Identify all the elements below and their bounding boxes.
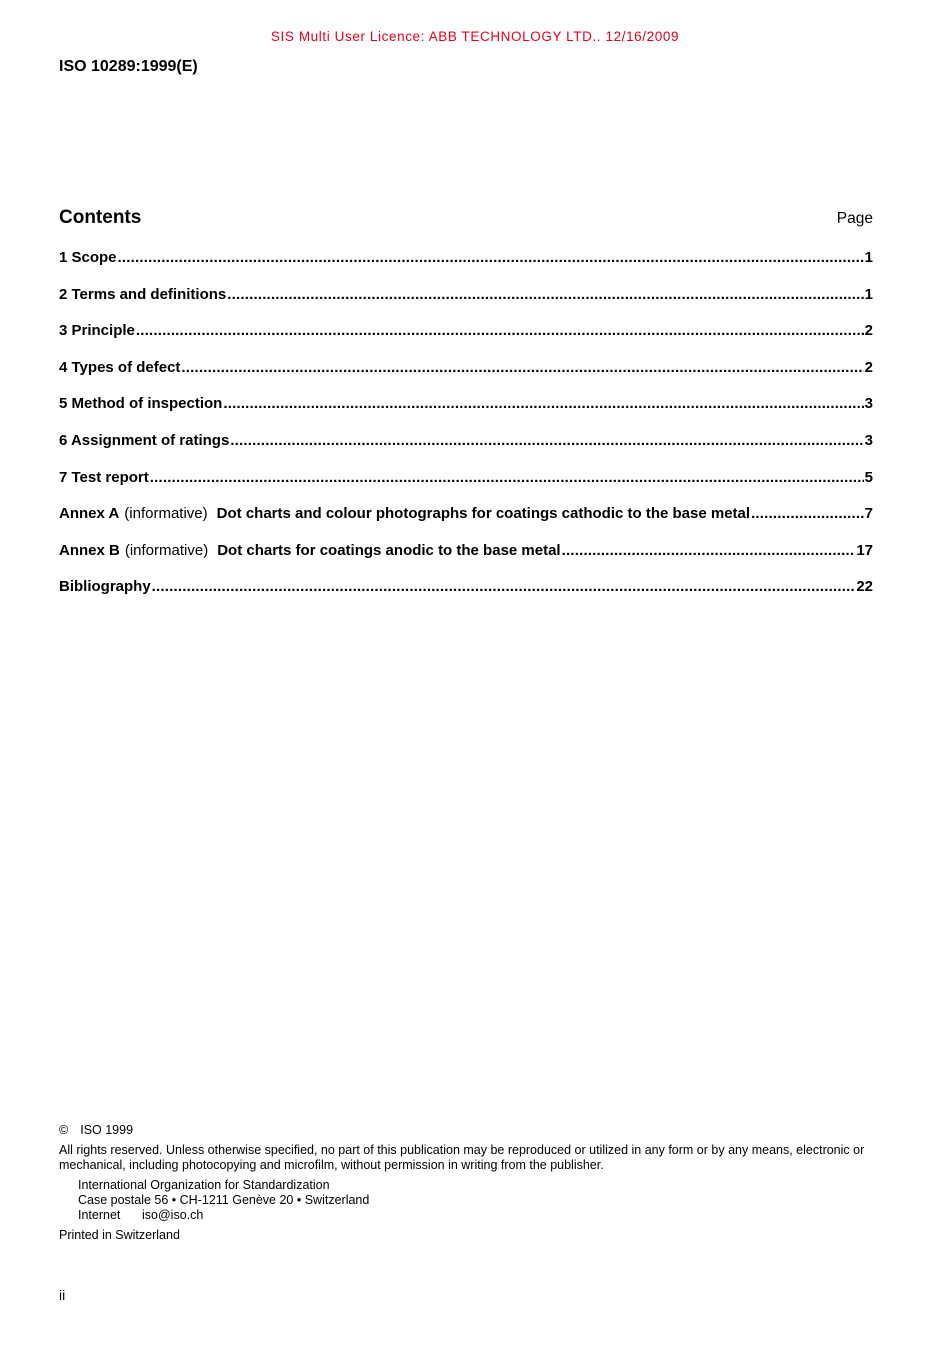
toc-entry-principle[interactable]	[59, 322, 873, 359]
copyright-block	[59, 1123, 875, 1243]
org-name: International Organization for Standardization	[78, 1178, 330, 1192]
document-id: ISO 10289:1999(E)	[59, 58, 198, 75]
dot-leader	[152, 578, 856, 595]
toc-entry-annex-b[interactable]	[59, 542, 873, 579]
internet-email[interactable]: iso@iso.ch	[142, 1208, 204, 1222]
informative-tag: (informative)	[124, 541, 209, 559]
toc-entry-label: 6 Assignment of ratings	[59, 431, 230, 449]
dot-leader	[562, 542, 856, 559]
toc-entry-page: 5	[864, 468, 873, 486]
toc-entry-page: 7	[864, 505, 873, 523]
toc-entry-bibliography[interactable]	[59, 578, 873, 615]
dot-leader	[223, 395, 863, 412]
toc-entry-label: Annex B	[59, 541, 120, 559]
dot-leader	[118, 249, 864, 266]
toc-entry-page: 1	[864, 249, 873, 266]
dot-leader	[751, 505, 864, 522]
toc-entry-page: 2	[864, 358, 873, 376]
copyright-notice: ISO 1999	[80, 1123, 134, 1137]
rights-text: All rights reserved. Unless otherwise specified, no part of this publication may be reproduced or utilized in any form or by any means, electronic or mechanical, including photocopying and microfilm, without permission in writing from the publisher.	[59, 1143, 865, 1172]
toc-entry-page: 3	[864, 431, 873, 449]
internet-line	[78, 1208, 875, 1223]
toc-entry-label: Annex A	[59, 505, 120, 523]
toc-entry-test-report[interactable]	[59, 469, 873, 506]
toc-entry-label: 5 Method of inspection	[59, 395, 223, 413]
toc-entry-label: Bibliography	[59, 578, 151, 596]
toc-entry-annex-a[interactable]	[59, 505, 873, 542]
contents-header	[59, 207, 873, 229]
dot-leader	[181, 359, 863, 376]
toc-entry-ratings[interactable]	[59, 432, 873, 469]
toc-entry-label: 2 Terms and definitions	[59, 285, 227, 303]
toc-entry-label: 4 Types of defect	[59, 358, 181, 376]
publisher-address	[59, 1178, 875, 1223]
internet-label: Internet	[78, 1208, 121, 1222]
page-number: ii	[59, 1287, 66, 1303]
toc-entry-method[interactable]	[59, 395, 873, 432]
copyright-line	[59, 1123, 875, 1138]
licence-stamp: SIS Multi User Licence: ABB TECHNOLOGY LTD.. 12/16/2009	[270, 29, 680, 44]
toc-entry-page: 17	[856, 541, 873, 559]
toc-entry-label: 1 Scope	[59, 249, 117, 266]
toc-entry-page: 2	[864, 322, 873, 340]
toc-entry-scope[interactable]	[59, 249, 873, 286]
copyright-symbol: ©	[59, 1123, 69, 1137]
toc-entry-label: 3 Principle	[59, 322, 135, 340]
toc-entry-label: 7 Test report	[59, 468, 149, 486]
dot-leader	[230, 432, 863, 449]
toc-entry-page: 22	[856, 578, 873, 596]
page-column-label: Page	[836, 210, 873, 227]
postal-address: Case postale 56 • CH-1211 Genève 20 • Switzerland	[78, 1193, 370, 1207]
dot-leader	[150, 469, 864, 486]
dot-leader	[136, 322, 864, 339]
toc-entry-types-of-defect[interactable]	[59, 359, 873, 396]
dot-leader	[227, 286, 863, 303]
contents-title: Contents	[59, 207, 142, 228]
informative-tag: (informative)	[124, 505, 208, 523]
toc-entry-page: 3	[864, 395, 873, 413]
printed-in: Printed in Switzerland	[59, 1228, 180, 1242]
toc-entry-page: 1	[864, 285, 873, 303]
toc-entry-title: Dot charts for coatings anodic to the base metal	[217, 541, 561, 559]
table-of-contents	[59, 249, 873, 615]
toc-entry-title: Dot charts and colour photographs for coatings cathodic to the base metal	[216, 505, 751, 523]
toc-entry-terms[interactable]	[59, 286, 873, 323]
